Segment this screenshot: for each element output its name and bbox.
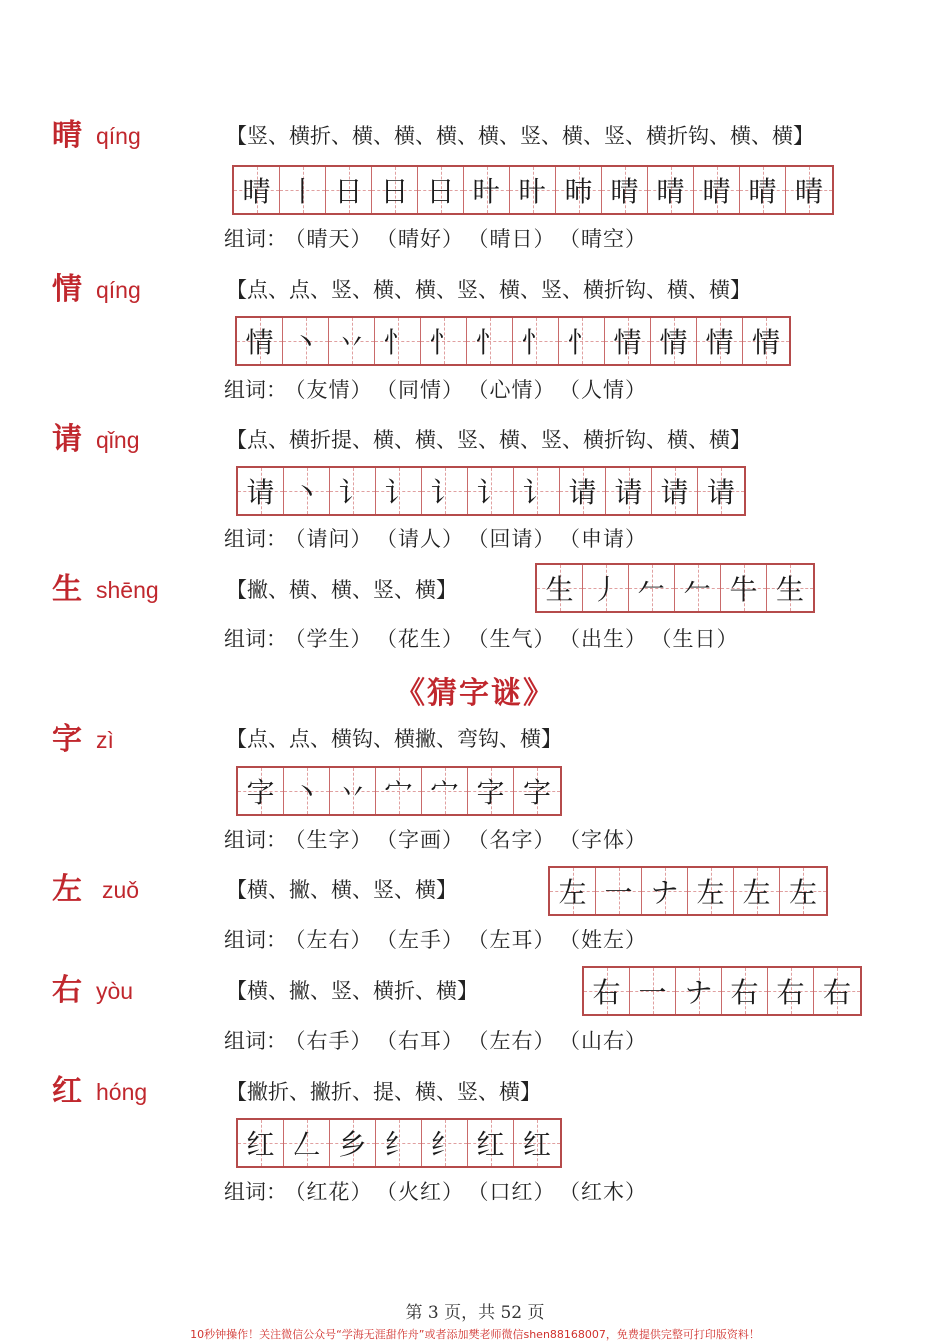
entry-character: 红 (52, 1074, 82, 1109)
words-label: 组词： (224, 227, 287, 251)
stroke-grid (235, 316, 791, 366)
word: （同情） (386, 378, 464, 402)
word: （右手） (295, 1029, 373, 1053)
entry-pinyin: shēng (96, 577, 159, 603)
stroke-order: 【竖、横折、横、横、横、横、竖、横、竖、横折钩、横、横】 (226, 124, 814, 148)
word: （左手） (386, 928, 464, 952)
grid-cell: 字 (514, 768, 560, 814)
grid-cell: 忄 (513, 318, 559, 364)
entry-pinyin: zì (96, 727, 114, 753)
word: （心情） (478, 378, 556, 402)
word-list (224, 524, 661, 554)
grid-cell: 晴 (602, 167, 648, 213)
grid-cell: 右 (768, 968, 814, 1014)
grid-cell: 请 (606, 468, 652, 514)
word: （字体） (569, 828, 647, 852)
grid-cell: 忄 (375, 318, 421, 364)
words-label: 组词： (224, 378, 287, 402)
stroke-grid (548, 866, 828, 916)
grid-cell: 讠 (468, 468, 514, 514)
grid-cell: 情 (651, 318, 697, 364)
word: （左耳） (478, 928, 556, 952)
word-list (224, 825, 661, 855)
word: （字画） (386, 828, 464, 852)
entry-pinyin: yòu (96, 978, 134, 1004)
words-label: 组词： (224, 1180, 287, 1204)
grid-cell: 晴 (648, 167, 694, 213)
word: （口红） (478, 1180, 556, 1204)
stroke-order: 【点、点、竖、横、横、竖、横、竖、横折钩、横、横】 (226, 278, 751, 302)
word: （晴天） (295, 227, 373, 251)
grid-cell: 情 (697, 318, 743, 364)
grid-cell: 左 (550, 868, 596, 914)
word-list (224, 1177, 661, 1207)
stroke-grid (236, 466, 746, 516)
grid-cell: 丶 (284, 468, 330, 514)
grid-cell: 右 (814, 968, 860, 1014)
word-list (224, 925, 661, 955)
grid-cell: 忄 (421, 318, 467, 364)
grid-cell: 生 (537, 565, 583, 611)
grid-cell: 旪 (464, 167, 510, 213)
entry-pinyin: qíng (96, 123, 141, 149)
word: （红木） (569, 1180, 647, 1204)
word: （右耳） (386, 1029, 464, 1053)
grid-cell: 情 (237, 318, 283, 364)
word: （姓左） (569, 928, 647, 952)
grid-cell: 昁 (556, 167, 602, 213)
grid-cell: 乡 (330, 1120, 376, 1166)
stroke-order: 【点、横折提、横、横、竖、横、竖、横折钩、横、横】 (226, 428, 751, 452)
word: （请问） (295, 527, 373, 551)
grid-cell: 晴 (786, 167, 832, 213)
grid-cell: 生 (767, 565, 813, 611)
grid-cell: 晴 (740, 167, 786, 213)
entry-character: 右 (52, 973, 82, 1008)
entry-character: 晴 (52, 118, 82, 153)
stroke-order: 【横、撇、横、竖、横】 (226, 878, 457, 902)
words-label: 组词： (224, 928, 287, 952)
grid-cell: 𠃋 (284, 1120, 330, 1166)
grid-cell: 丿 (583, 565, 629, 611)
grid-cell: 字 (238, 768, 284, 814)
grid-cell: 忄 (559, 318, 605, 364)
entry-pinyin: zuǒ (102, 877, 140, 903)
word: （申请） (569, 527, 647, 551)
entry-pinyin: qǐng (96, 427, 140, 453)
grid-cell: 讠 (376, 468, 422, 514)
grid-cell: 请 (698, 468, 744, 514)
word: （晴好） (386, 227, 464, 251)
grid-cell: 红 (238, 1120, 284, 1166)
word: （左右） (478, 1029, 556, 1053)
entry-pinyin: qíng (96, 277, 141, 303)
grid-cell: 丷 (330, 768, 376, 814)
word: （山右） (569, 1029, 647, 1053)
grid-cell: 情 (743, 318, 789, 364)
grid-cell: 𠂉 (675, 565, 721, 611)
grid-cell: 红 (514, 1120, 560, 1166)
grid-cell: 纟 (422, 1120, 468, 1166)
word: （生字） (295, 828, 373, 852)
stroke-grid (535, 563, 815, 613)
word-list (224, 224, 661, 254)
entry-character: 左 (52, 872, 82, 907)
grid-cell: 旪 (510, 167, 556, 213)
word-list (224, 624, 753, 654)
grid-cell: 一 (596, 868, 642, 914)
grid-cell: 宀 (376, 768, 422, 814)
word: （学生） (295, 627, 373, 651)
grid-cell: 宀 (422, 768, 468, 814)
word: （花生） (386, 627, 464, 651)
word: （晴空） (569, 227, 647, 251)
word: （请人） (386, 527, 464, 551)
grid-cell: 讠 (422, 468, 468, 514)
word: （生日） (661, 627, 739, 651)
entry-character: 字 (52, 722, 82, 757)
stroke-order: 【撇折、撇折、提、横、竖、横】 (226, 1080, 541, 1104)
grid-cell: 右 (584, 968, 630, 1014)
grid-cell: 日 (326, 167, 372, 213)
grid-cell: 𠂉 (629, 565, 675, 611)
grid-cell: 情 (605, 318, 651, 364)
grid-cell: 丷 (329, 318, 375, 364)
entry-character: 请 (52, 422, 82, 457)
word: （火红） (386, 1180, 464, 1204)
word-list (224, 375, 661, 405)
word: （生气） (478, 627, 556, 651)
grid-cell: ナ (676, 968, 722, 1014)
entry-character: 情 (52, 272, 82, 307)
stroke-order: 【横、撇、竖、横折、横】 (226, 979, 478, 1003)
grid-cell: 请 (560, 468, 606, 514)
words-label: 组词： (224, 527, 287, 551)
grid-cell: 请 (238, 468, 284, 514)
word-list (224, 1026, 661, 1056)
grid-cell: 日 (418, 167, 464, 213)
footer-note: 10秒钟操作！关注微信公众号“学海无涯甜作舟”或者添加樊老师微信shen88168007，免费提供完整可打印版资料！ (190, 1328, 760, 1341)
grid-cell: 红 (468, 1120, 514, 1166)
entry-pinyin: hóng (96, 1079, 148, 1105)
grid-cell: 日 (372, 167, 418, 213)
page-number: 第 3 页，共 52 页 (405, 1303, 545, 1323)
stroke-grid (232, 165, 834, 215)
grid-cell: 左 (734, 868, 780, 914)
grid-cell: ナ (642, 868, 688, 914)
words-label: 组词： (224, 627, 287, 651)
stroke-order: 【点、点、横钩、横撇、弯钩、横】 (226, 727, 562, 751)
stroke-grid (236, 766, 562, 816)
grid-cell: 一 (630, 968, 676, 1014)
word: （人情） (569, 378, 647, 402)
grid-cell: 讠 (514, 468, 560, 514)
grid-cell: 忄 (467, 318, 513, 364)
stroke-grid (236, 1118, 562, 1168)
grid-cell: 左 (780, 868, 826, 914)
grid-cell: 请 (652, 468, 698, 514)
grid-cell: 牛 (721, 565, 767, 611)
grid-cell: 左 (688, 868, 734, 914)
grid-cell: 丨 (280, 167, 326, 213)
word: （友情） (295, 378, 373, 402)
grid-cell: 晴 (694, 167, 740, 213)
word: （名字） (478, 828, 556, 852)
section-title: 《猜字谜》 (395, 676, 555, 711)
word: （红花） (295, 1180, 373, 1204)
word: （回请） (478, 527, 556, 551)
word: （晴日） (478, 227, 556, 251)
grid-cell: 纟 (376, 1120, 422, 1166)
grid-cell: 丶 (284, 768, 330, 814)
grid-cell: 右 (722, 968, 768, 1014)
words-label: 组词： (224, 828, 287, 852)
entry-character: 生 (52, 572, 82, 607)
words-label: 组词： (224, 1029, 287, 1053)
grid-cell: 晴 (234, 167, 280, 213)
grid-cell: 字 (468, 768, 514, 814)
stroke-grid (582, 966, 862, 1016)
word: （左右） (295, 928, 373, 952)
stroke-order: 【撇、横、横、竖、横】 (226, 578, 457, 602)
word: （出生） (569, 627, 647, 651)
grid-cell: 丶 (283, 318, 329, 364)
grid-cell: 讠 (330, 468, 376, 514)
